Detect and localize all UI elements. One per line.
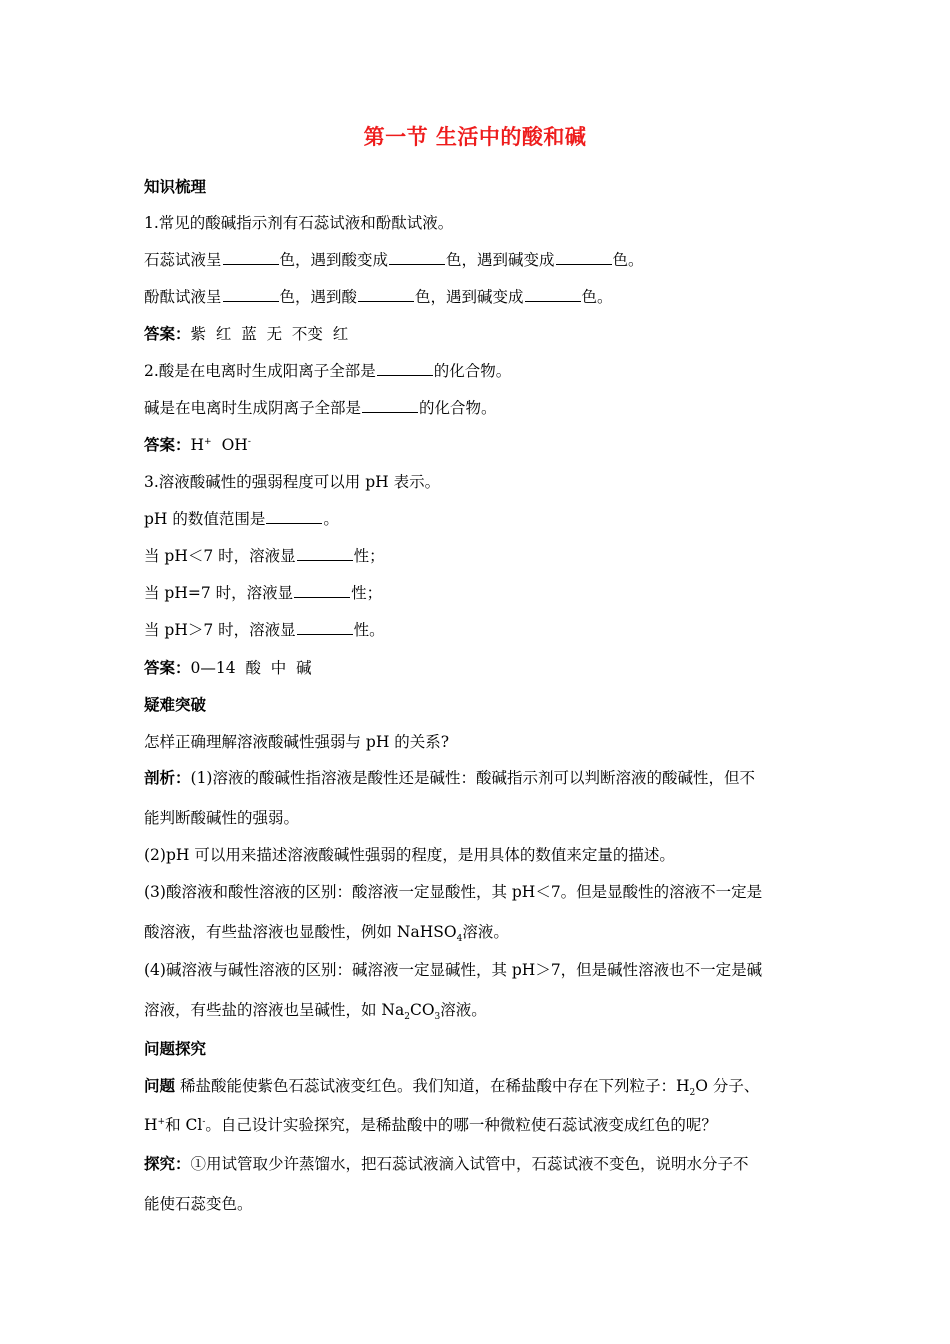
analysis-p1: 剖析：(1)溶液的酸碱性指溶液是酸性还是碱性：酸碱指示剂可以判断溶液的酸碱性，但不 [144,768,755,787]
answer-label: 答案： [144,435,191,454]
fill-blank[interactable] [377,361,433,376]
k3-answer [144,658,312,678]
answer-text: 0—14 酸 中 碱 [190,659,312,677]
inquiry-question-cont: H+和 Cl-。自己设计实验探究，是稀盐酸中的哪一种微粒使石蕊试液变成红色的呢？ [144,1116,717,1134]
explore-label: 探究： [144,1154,191,1173]
analysis-label: 剖析： [144,768,191,787]
fill-blank[interactable] [358,287,414,302]
fill-blank[interactable] [297,546,353,561]
fill-blank[interactable] [266,509,322,524]
fill-blank[interactable] [223,287,279,302]
inquiry-question: 问题 稀盐酸能使紫色石蕊试液变红色。我们知道，在稀盐酸中存在下列粒子：$H_2O$ 分子、 [144,1076,760,1099]
k2-acid-line: 2.酸是在电离时生成阳离子全部是 的化合物。 [144,362,512,380]
fill-blank[interactable] [294,583,350,598]
k1-litmus-line: 石蕊试液呈 色，遇到酸变成 色，遇到碱变成 色。 [144,251,644,269]
fill-blank[interactable] [389,250,445,265]
analysis-p1-cont: 能判断酸碱性的强弱。 [144,809,300,827]
analysis-p3: (3)酸溶液和酸性溶液的区别：酸溶液一定显酸性，其 pH＜7。但是显酸性的溶液不一定是 [144,883,763,901]
section-heading-knowledge: 知识梳理 [144,177,207,196]
analysis-p4: (4)碱溶液与碱性溶液的区别：碱溶液一定显碱性，其 pH＞7，但是碱性溶液也不一定是碱 [144,961,763,979]
k1-phenolphthalein-line: 酚酞试液呈 色，遇到酸 色，遇到碱变成 色。 [144,288,613,306]
fill-blank[interactable] [556,250,612,265]
k1-answer [144,324,348,344]
answer-label: 答案： [144,324,191,343]
k3-gt7-line: 当 pH＞7 时，溶液显 性。 [144,621,385,639]
fill-blank[interactable] [223,250,279,265]
k3-lt7-line: 当 pH＜7 时，溶液显 性； [144,547,385,565]
difficulty-question: 怎样正确理解溶液酸碱性强弱与 pH 的关系? [144,733,450,751]
k3-range-line: pH 的数值范围是 。 [144,510,339,528]
fill-blank[interactable] [297,620,353,635]
analysis-p4-cont: 溶液，有些盐的溶液也呈碱性，如 $Na_2CO_3$溶液。 [144,1001,487,1023]
explore-line: 探究：①用试管取少许蒸馏水，把石蕊试液滴入试管中，石蕊试液不变色，说明水分子不 [144,1154,749,1173]
fill-blank[interactable] [362,398,418,413]
answer-text: 紫 红 蓝 无 不变 红 [190,325,349,343]
k3-eq7-line: 当 pH=7 时，溶液显 性； [144,584,383,602]
fill-blank[interactable] [525,287,581,302]
page-title: 第一节 生活中的酸和碱 [363,124,587,149]
k2-answer: 答案：H+ OH- [144,435,251,454]
section-heading-difficulty: 疑难突破 [144,695,207,714]
section-heading-inquiry: 问题探究 [144,1039,207,1058]
explore-line-cont: 能使石蕊变色。 [144,1195,253,1213]
k2-base-line: 碱是在电离时生成阴离子全部是 的化合物。 [144,399,497,417]
question-label: 问题 [144,1076,176,1095]
answer-label: 答案： [144,658,191,677]
k3-intro: 3.溶液酸碱性的强弱程度可以用 pH 表示。 [144,473,441,491]
analysis-p2: (2)pH 可以用来描述溶液酸碱性强弱的程度，是用具体的数值来定量的描述。 [144,846,675,864]
k1-intro: 1.常见的酸碱指示剂有石蕊试液和酚酞试液。 [144,214,454,232]
analysis-p3-cont: 酸溶液，有些盐溶液也显酸性，例如 NaHSO$_4$溶液。 [144,923,509,945]
